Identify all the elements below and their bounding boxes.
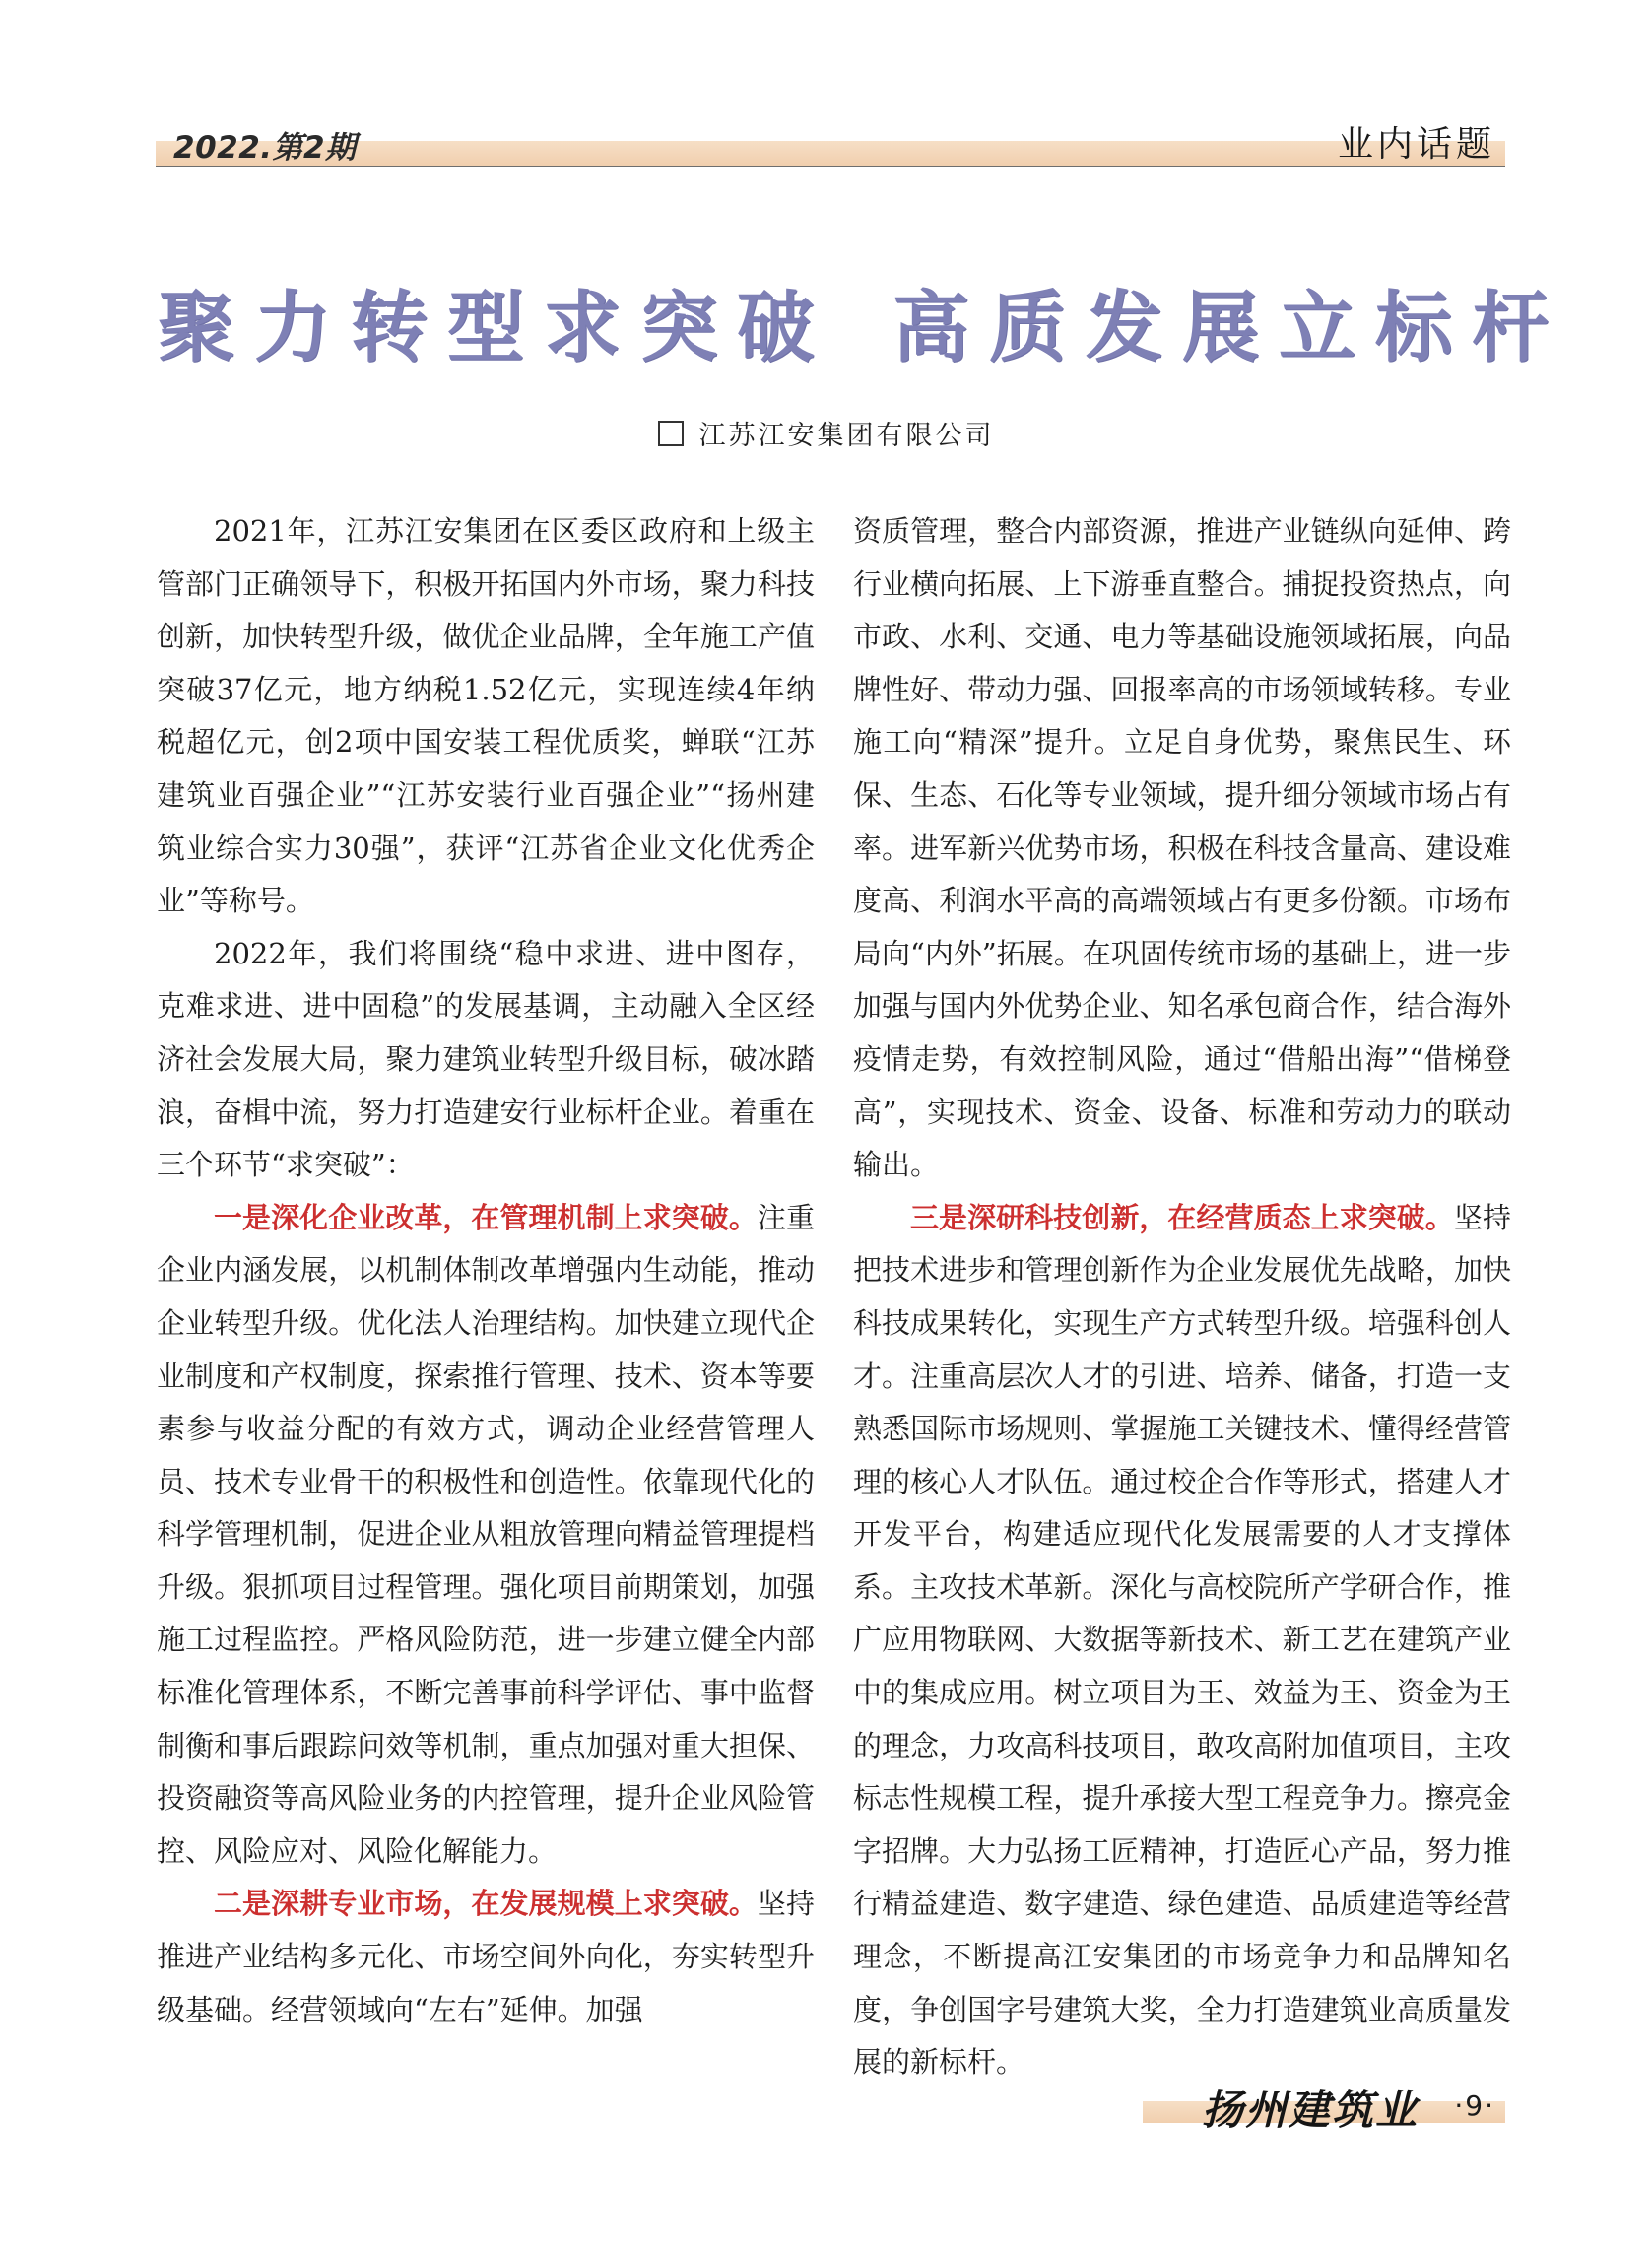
paragraph xyxy=(157,1878,815,2036)
paragraph xyxy=(157,1192,815,1879)
title-part-2: 高质发展立标杆 xyxy=(892,283,1569,372)
article-title xyxy=(158,266,1569,374)
paragraph xyxy=(853,1192,1511,2090)
byline-author: 江苏江安集团有限公司 xyxy=(698,421,995,451)
section-heading: 二是深耕专业市场，在发展规模上求突破。 xyxy=(214,1887,758,1921)
page-number: ·9· xyxy=(1454,2090,1495,2122)
paragraph-body: 坚持推进产业结构多元化、市场空间外向化，夯实转型升级基础。经营领域向“左右”延伸。加强 xyxy=(157,1887,815,2026)
section-heading: 三是深研科技创新，在经营质态上求突破。 xyxy=(910,1200,1454,1234)
header-rule xyxy=(156,166,1505,167)
title-part-1: 聚力转型求突破 xyxy=(158,283,834,372)
page-header xyxy=(156,116,1505,167)
paragraph: 2021年，江苏江安集团在区委区政府和上级主管部门正确领导下，积极开拓国内外市场，聚力科技创新，加快转型升级，做优企业品牌，全年施工产值突破37亿元，地方纳税1.52亿元，实现连续4年纳税超亿元，创2项中国安装工程优质奖，蝉联“江苏建筑业百强企业”“江苏安装行业百强企业”“扬州建筑业综合实力30强”，获评“江苏省企业文化优秀企业”等称号。 xyxy=(157,514,815,918)
paragraph: 资质管理，整合内部资源，推进产业链纵向延伸、跨行业横向拓展、上下游垂直整合。捕捉投资热点，向市政、水利、交通、电力等基础设施领域拓展，向品牌性好、带动力强、回报率高的市场领域转移。专业施工向“精深”提升。立足自身优势，聚焦民生、环保、生态、石化等专业领域，提升细分领域市场占有率。进军新兴优势市场，积极在科技含量高、建设难度高、利润水平高的高端领域占有更多份额。市场布局向“内外”拓展。在巩固传统市场的基础上，进一步加强与国内外优势企业、知名承包商合作，结合海外疫情走势，有效控制风险，通过“借船出海”“借梯登高”，实现技术、资金、设备、标准和劳动力的联动输出。 xyxy=(853,514,1511,1182)
paragraph-body: 坚持把技术进步和管理创新作为企业发展优先战略，加快科技成果转化，实现生产方式转型升级。培强科创人才。注重高层次人才的引进、培养、储备，打造一支熟悉国际市场规则、掌握施工关键技术、懂得经营管理的核心人才队伍。通过校企合作等形式，搭建人才开发平台，构建适应现代化发展需要的人才支撑体系。主攻技术革新。深化与高校院所产学研合作，推广应用物联网、大数据等新技术、新工艺在建筑产业中的集成应用。树立项目为王、效益为王、资金为王的理念，力攻高科技项目，敢攻高附加值项目，主攻标志性规模工程，提升承接大型工程竞争力。擦亮金字招牌。大力弘扬工匠精神，打造匠心产品，努力推行精益建造、数字建造、绿色建造、品质建造等经营理念，不断提高江安集团的市场竞争力和品牌知名度，争创国字号建筑大奖，全力打造建筑业高质量发展的新标杆。 xyxy=(853,1200,1511,2080)
section-heading: 一是深化企业改革，在管理机制上求突破。 xyxy=(214,1200,758,1234)
left-column xyxy=(157,505,815,2036)
byline xyxy=(0,414,1652,452)
right-column xyxy=(853,505,1511,2090)
paragraph: 2022年，我们将围绕“稳中求进、进中图存，克难求进、进中固稳”的发展基调，主动融入全区经济社会发展大局，聚力建筑业转型升级目标，破冰踏浪，奋楫中流，努力打造建安行业标杆企业。着重在三个环节“求突破”： xyxy=(157,936,815,1182)
issue-label: 2022.第2期 xyxy=(173,130,357,166)
page-footer xyxy=(1084,2084,1505,2134)
paragraph-body: 注重企业内涵发展，以机制体制改革增强内生动能，推动企业转型升级。优化法人治理结构。加快建立现代企业制度和产权制度，探索推行管理、技术、资本等要素参与收益分配的有效方式，调动企业经营管理人员、技术专业骨干的积极性和创造性。依靠现代化的科学管理机制，促进企业从粗放管理向精益管理提档升级。狠抓项目过程管理。强化项目前期策划，加强施工过程监控。严格风险防范，进一步建立健全内部标准化管理体系，不断完善事前科学评估、事中监督制衡和事后跟踪问效等机制，重点加强对重大担保、投资融资等高风险业务的内控管理，提升企业风险管控、风险应对、风险化解能力。 xyxy=(157,1200,815,1868)
magazine-logo: 扬州建筑业 xyxy=(1202,2086,1420,2134)
square-bullet-icon xyxy=(658,421,684,446)
header-band xyxy=(156,141,1505,166)
section-label: 业内话题 xyxy=(1337,124,1495,165)
